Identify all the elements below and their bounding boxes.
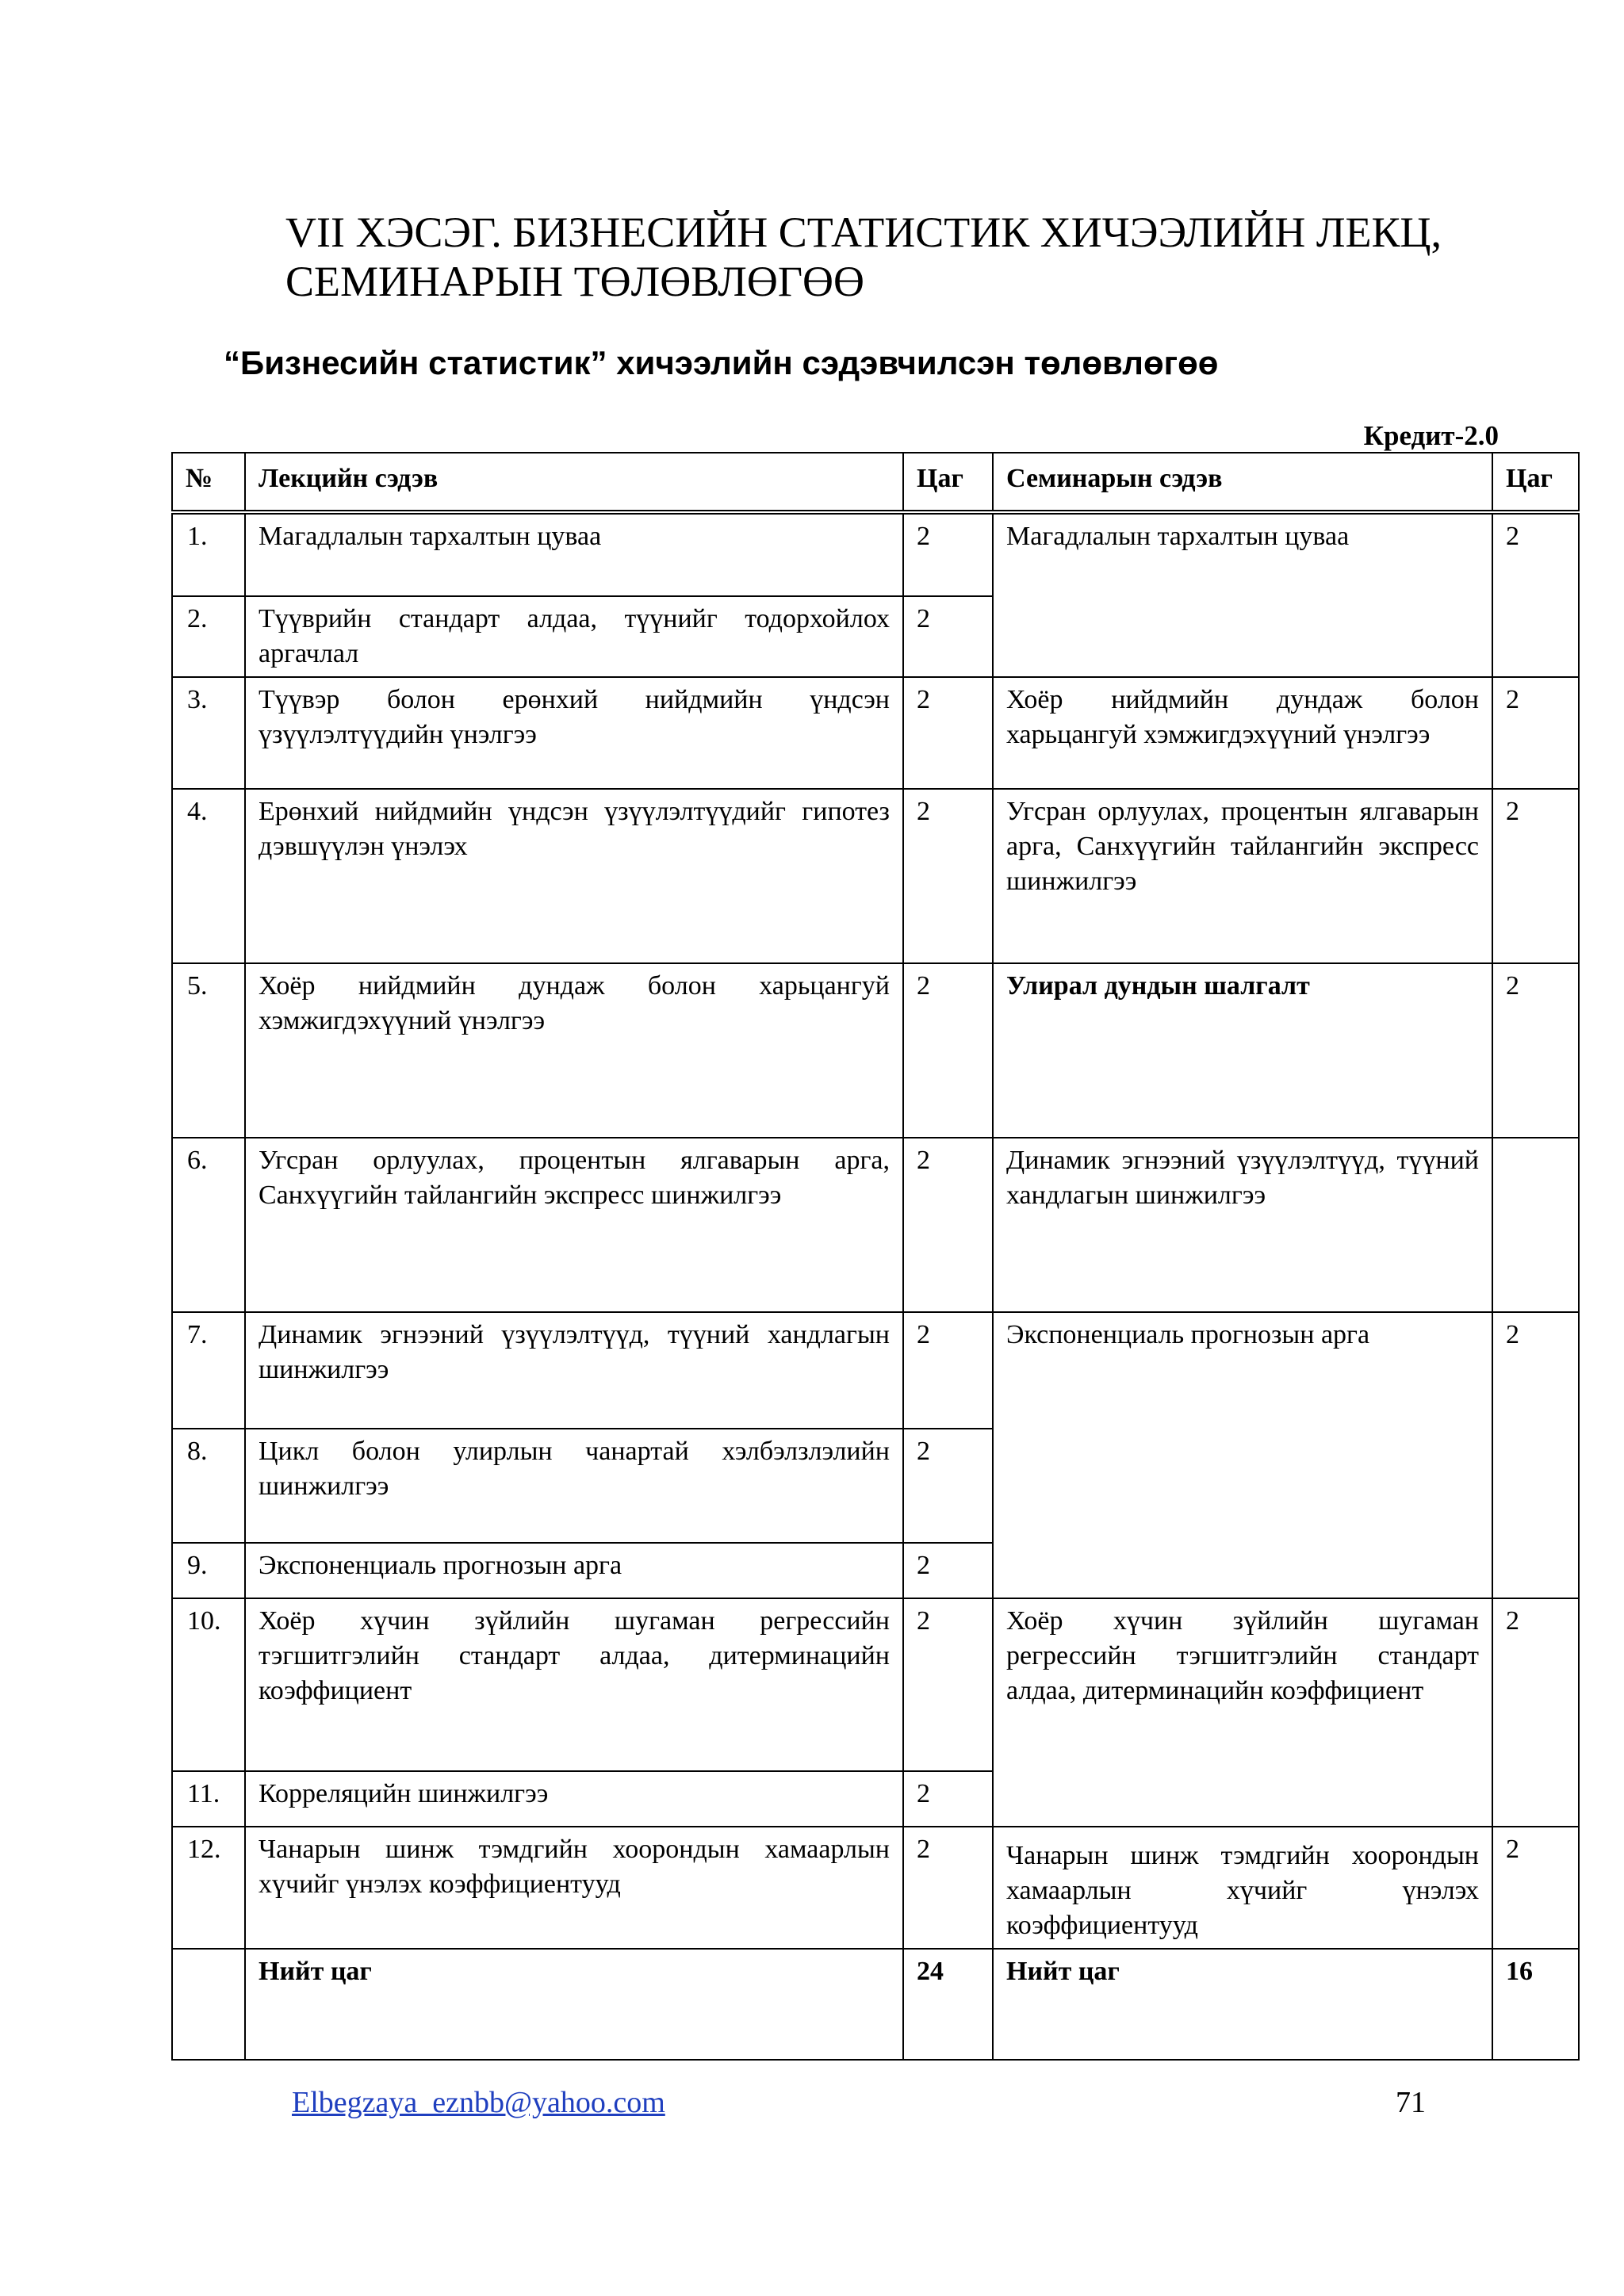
- lecture-hours: 2: [903, 1429, 993, 1543]
- row-number: 3.: [172, 677, 245, 789]
- lecture-hours: 2: [903, 1827, 993, 1949]
- lecture-hours: 2: [903, 963, 993, 1138]
- credit-label: Кредит-2.0: [1363, 420, 1499, 451]
- row-number: 2.: [172, 596, 245, 677]
- lecture-topic: Хоёр нийдмийн дундаж болон харьцангуй хэмжигдэхүүний үнэлгээ: [245, 963, 903, 1138]
- lecture-topic: Динамик эгнээний үзүүлэлтүүд, түүний хандлагын шинжилгээ: [245, 1312, 903, 1429]
- total-lecture-label: Нийт цаг: [245, 1949, 903, 2060]
- seminar-topic: Магадлалын тархалтын цуваа: [993, 512, 1492, 677]
- lecture-hours: 2: [903, 1543, 993, 1598]
- lecture-hours: 2: [903, 789, 993, 963]
- seminar-hours: 2: [1492, 1598, 1579, 1827]
- seminar-hours: 2: [1492, 789, 1579, 963]
- lecture-topic: Цикл болон улирлын чанартай хэлбэлзлэлийн шинжилгээ: [245, 1429, 903, 1543]
- seminar-topic: Чанарын шинж тэмдгийн хоорондын хамаарлын хүчийг үнэлэх коэффициентууд: [993, 1827, 1492, 1949]
- total-empty-cell: [172, 1949, 245, 2060]
- lecture-hours: 2: [903, 1138, 993, 1312]
- row-number: 7.: [172, 1312, 245, 1429]
- header-seminar-hours: Цаг: [1492, 453, 1579, 512]
- seminar-hours: 2: [1492, 512, 1579, 677]
- seminar-topic: Динамик эгнээний үзүүлэлтүүд, түүний хандлагын шинжилгээ: [993, 1138, 1492, 1312]
- table-row: [172, 677, 1579, 789]
- total-lecture-hours: 24: [903, 1949, 993, 2060]
- seminar-hours: 2: [1492, 1827, 1579, 1949]
- row-number: 12.: [172, 1827, 245, 1949]
- table-row: [172, 1598, 1579, 1771]
- lecture-topic: Экспоненциаль прогнозын арга: [245, 1543, 903, 1598]
- lecture-hours: 2: [903, 512, 993, 596]
- row-number: 4.: [172, 789, 245, 963]
- seminar-topic-midterm: Улирал дундын шалгалт: [993, 963, 1492, 1138]
- seminar-topic: Хоёр хүчин зүйлийн шугаман регрессийн тэгшитгэлийн стандарт алдаа, дитерминацийн коэффициент: [993, 1598, 1492, 1827]
- seminar-hours: 2: [1492, 1312, 1579, 1598]
- page-number: 71: [1396, 2086, 1426, 2119]
- header-lecture: Лекцийн сэдэв: [245, 453, 903, 512]
- lecture-hours: 2: [903, 596, 993, 677]
- lecture-hours: 2: [903, 1312, 993, 1429]
- header-no: №: [172, 453, 245, 512]
- total-seminar-label: Нийт цаг: [993, 1949, 1492, 2060]
- seminar-hours: [1492, 1138, 1579, 1312]
- lecture-topic: Чанарын шинж тэмдгийн хоорондын хамаарлын хүчийг үнэлэх коэффициентууд: [245, 1827, 903, 1949]
- row-number: 11.: [172, 1771, 245, 1827]
- seminar-hours: 2: [1492, 963, 1579, 1138]
- row-number: 9.: [172, 1543, 245, 1598]
- lecture-topic: Магадлалын тархалтын цуваа: [245, 512, 903, 596]
- lecture-hours: 2: [903, 1598, 993, 1771]
- seminar-topic: Хоёр нийдмийн дундаж болон харьцангуй хэмжигдэхүүний үнэлгээ: [993, 677, 1492, 789]
- section-title: VII ХЭСЭГ. БИЗНЕСИЙН СТАТИСТИК ХИЧЭЭЛИЙН ЛЕКЦ, СЕМИНАРЫН ТӨЛӨВЛӨГӨӨ: [285, 209, 1442, 305]
- lecture-topic: Түүврийн стандарт алдаа, түүнийг тодорхойлох аргачлал: [245, 596, 903, 677]
- table-row: [172, 512, 1579, 596]
- lecture-topic: Угсран орлуулах, процентын ялгаварын арга, Санхүүгийн тайлангийн экспресс шинжилгээ: [245, 1138, 903, 1312]
- lecture-topic: Ерөнхий нийдмийн үндсэн үзүүлэлтүүдийг гипотез дэвшүүлэн үнэлэх: [245, 789, 903, 963]
- table-header-row: [172, 453, 1579, 512]
- row-number: 1.: [172, 512, 245, 596]
- row-number: 5.: [172, 963, 245, 1138]
- subtitle: “Бизнесийн статистик” хичээлийн сэдэвчилсэн төлөвлөгөө: [224, 344, 1219, 381]
- row-number: 6.: [172, 1138, 245, 1312]
- seminar-topic: Экспоненциаль прогнозын арга: [993, 1312, 1492, 1598]
- lecture-topic: Корреляцийн шинжилгээ: [245, 1771, 903, 1827]
- lecture-hours: 2: [903, 677, 993, 789]
- seminar-topic: Угсран орлуулах, процентын ялгаварын арга, Санхүүгийн тайлангийн экспресс шинжилгээ: [993, 789, 1492, 963]
- total-row: [172, 1949, 1579, 2060]
- table-row: [172, 789, 1579, 963]
- topic-plan-table: [171, 452, 1580, 2061]
- total-seminar-hours: 16: [1492, 1949, 1579, 2060]
- table-row: [172, 1827, 1579, 1949]
- lecture-hours: 2: [903, 1771, 993, 1827]
- table-row: [172, 1138, 1579, 1312]
- seminar-hours: 2: [1492, 677, 1579, 789]
- table-row: [172, 963, 1579, 1138]
- header-seminar: Семинарын сэдэв: [993, 453, 1492, 512]
- lecture-topic: Түүвэр болон ерөнхий нийдмийн үндсэн үзүүлэлтүүдийн үнэлгээ: [245, 677, 903, 789]
- row-number: 8.: [172, 1429, 245, 1543]
- header-lecture-hours: Цаг: [903, 453, 993, 512]
- table-row: [172, 1312, 1579, 1429]
- row-number: 10.: [172, 1598, 245, 1771]
- lecture-topic: Хоёр хүчин зүйлийн шугаман регрессийн тэгшитгэлийн стандарт алдаа, дитерминацийн коэффициент: [245, 1598, 903, 1771]
- footer-email-link[interactable]: Elbegzaya_eznbb@yahoo.com: [292, 2086, 665, 2119]
